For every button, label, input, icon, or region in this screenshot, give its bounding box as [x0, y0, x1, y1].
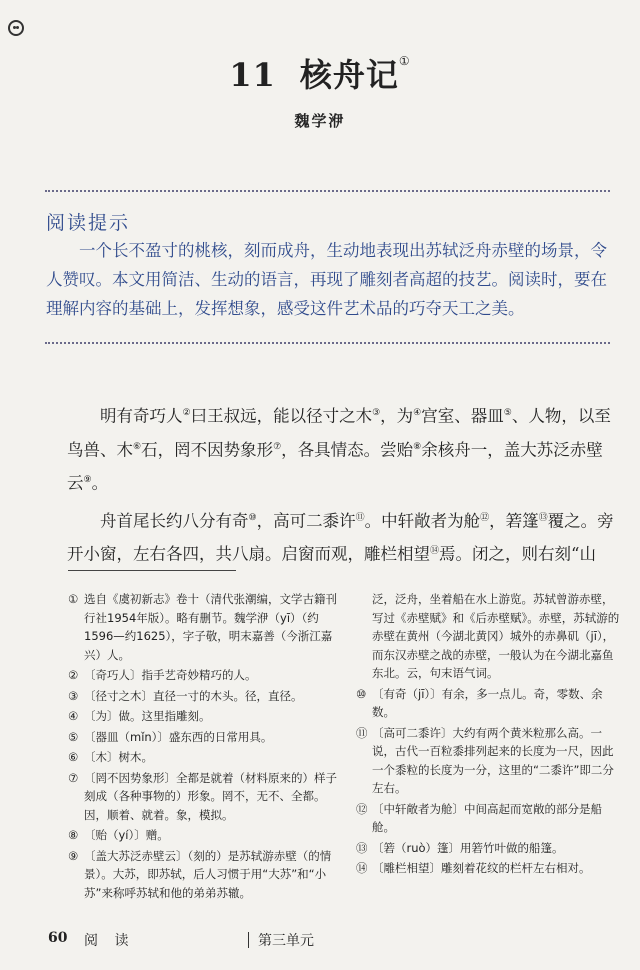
footnote-item [356, 590, 622, 683]
footnote-mark: ⑨ [68, 848, 79, 863]
footnote-text: 选自《虞初新志》卷十（清代张潮编，文学古籍刊行社1954年版）。略有删节。魏学洢（yī）（约1596—约1625），字子敬，明末嘉善（今浙江嘉兴）人。 [84, 592, 337, 662]
footnote-text: 〔中轩敞者为舱〕中间高起而宽敞的部分是船舱。 [372, 801, 602, 834]
main-text [67, 398, 615, 574]
footnote-text: 〔雕栏相望〕雕刻着花纹的栏杆左右相对。 [372, 861, 591, 875]
reading-tip-heading: 阅读提示 [46, 212, 131, 234]
footnote-mark: ② [68, 668, 79, 682]
footnote-mark: ① [68, 592, 79, 606]
footnote-text: 〔为〕做。这里指雕刻。 [84, 709, 211, 723]
note-mark: ⑦ [273, 441, 282, 452]
footnote-mark [356, 590, 372, 683]
footnote-text: 〔奇巧人〕指手艺奇妙精巧的人。 [84, 668, 257, 682]
footnote-item [68, 687, 340, 706]
footnote-item [356, 839, 622, 858]
smiley-icon [8, 20, 24, 36]
footnote-mark: ⑬ [356, 840, 368, 855]
note-mark: ⑤ [503, 408, 512, 418]
text-run: 余核舟一，盖大苏泛赤壁云 [67, 440, 603, 493]
lesson-title [0, 50, 640, 96]
lesson-number: 11 [229, 56, 276, 94]
note-mark: ⑬ [538, 512, 548, 523]
text-run: 覆之。旁开小窗，左右各四，共八扇。启窗而观，雕栏相望 [67, 511, 614, 564]
text-run: ，高可二黍许 [256, 511, 356, 530]
divider-bottom [45, 342, 610, 344]
footnote-mark: ⑭ [356, 861, 368, 875]
section-label: 阅 读 [84, 933, 135, 949]
footnote-rule [68, 570, 236, 571]
footnote-mark: ⑧ [68, 828, 79, 842]
paragraph-2 [67, 503, 615, 570]
footnote-item [68, 769, 340, 825]
footnote-text: 〔器皿（mǐn）〕盛东西的日常用具。 [84, 729, 273, 744]
footnote-item [68, 826, 340, 845]
note-mark: ⑭ [430, 546, 440, 556]
note-mark: ⑧ [413, 441, 422, 452]
footnote-mark: ⑥ [68, 750, 79, 764]
footnote-item [68, 748, 340, 767]
footnote-text: 〔罔不因势象形〕全都是就着（材料原来的）样子刻成（各种事物的）形象。罔不，无不、全都。因，顺着、就着。象，模拟。 [84, 770, 337, 822]
text-run: ，为 [380, 406, 414, 426]
note-mark: ⑨ [83, 475, 92, 485]
footnote-text: 〔径寸之木〕直径一寸的木头。径，直径。 [84, 688, 303, 703]
text-run: 宫室、器皿 [421, 406, 504, 426]
note-mark: ⑩ [248, 512, 257, 523]
text-run: ，箬篷 [489, 511, 539, 530]
page-number: 60 [48, 930, 68, 946]
text-run: 、人物，以至鸟兽、木 [67, 406, 611, 459]
footer-divider [248, 932, 249, 948]
footnote-text: 〔有奇（jī）〕有余，多一点儿。奇，零数、余数。 [372, 686, 603, 719]
text-run: 石，罔不因势象形 [141, 440, 274, 459]
footnote-item [68, 707, 340, 726]
footnote-mark: ④ [68, 709, 79, 723]
note-mark: ② [182, 408, 191, 418]
footnote-mark: ⑦ [68, 770, 79, 785]
footnote-item [68, 590, 340, 664]
footnote-mark: ⑤ [68, 729, 79, 744]
footnote-mark: ③ [68, 688, 79, 703]
footnote-text: 〔箬（ruò）篷〕用箬竹叶做的船篷。 [372, 840, 564, 855]
text-run: 舟首尾长约八分有奇 [100, 511, 249, 530]
note-mark: ④ [413, 408, 422, 418]
footnote-item [356, 685, 622, 722]
reading-tip-body: 一个长不盈寸的桃核，刻而成舟，生动地表现出苏轼泛舟赤壁的场景，令人赞叹。本文用简洁、生动的语言，再现了雕刻者高超的技艺。阅读时，要在理解内容的基础上，发挥想象，感受这件艺术品的巧夺天工之美。 [46, 241, 607, 318]
footnotes-left-column [68, 590, 340, 904]
footnote-item [68, 847, 340, 903]
title-note-mark: ① [398, 54, 411, 68]
footnote-text: 〔木〕树木。 [84, 750, 153, 764]
text-run: 明有奇巧人 [100, 406, 183, 426]
footnote-mark: ⑪ [356, 725, 368, 740]
footnotes-right-column [356, 590, 622, 880]
note-mark: ③ [372, 408, 381, 418]
footnote-text: 泛，泛舟，坐着船在水上游览。苏轼曾游赤壁，写过《赤壁赋》和《后赤壁赋》。赤壁，苏轼游的赤壁在黄州（今湖北黄冈）城外的赤鼻矶（jī），而东汉赤壁之战的赤壁，一般认为在今湖北嘉鱼东北。云，句末语气词。 [372, 592, 620, 680]
footnote-item [356, 859, 622, 878]
footnote-mark: ⑩ [356, 686, 367, 701]
divider-top [45, 190, 610, 192]
footnote-item [68, 666, 340, 685]
text-run: 。 [91, 473, 109, 493]
note-mark: ⑥ [133, 441, 142, 452]
footnote-text: 〔高可二黍许〕大约有两个黄米粒那么高。一说，古代一百粒黍排列起来的长度为一尺，因此一个黍粒的长度为一分，这里的“二黍许”即二分左右。 [372, 725, 614, 795]
footnote-text: 〔盖大苏泛赤壁云〕（刻的）是苏轼游赤壁（的情景）。大苏，即苏轼，后人习惯于用“大苏”和“小苏”来称呼苏轼和他的弟弟苏辙。 [84, 848, 332, 900]
footnote-mark: ⑫ [356, 801, 368, 816]
footnote-item [356, 800, 622, 837]
note-mark: ⑪ [355, 512, 365, 523]
unit-label: 第三单元 [258, 933, 314, 949]
footnote-item [356, 724, 622, 798]
text-run: 曰王叔远，能以径寸之木 [190, 406, 373, 426]
text-run: ，各具情态。尝贻 [281, 440, 414, 459]
footnote-text: 〔贻（yí）〕赠。 [84, 828, 169, 842]
footnote-item [68, 728, 340, 747]
author-name: 魏学洢 [294, 112, 346, 130]
note-mark: ⑫ [480, 512, 490, 523]
paragraph-1 [67, 398, 615, 499]
text-run: 焉。闭之，则右刻“山 [439, 544, 596, 564]
lesson-title-text: 核舟记 [299, 56, 399, 94]
text-run: 。中轩敞者为舱 [364, 511, 481, 530]
page-footer [0, 930, 640, 950]
